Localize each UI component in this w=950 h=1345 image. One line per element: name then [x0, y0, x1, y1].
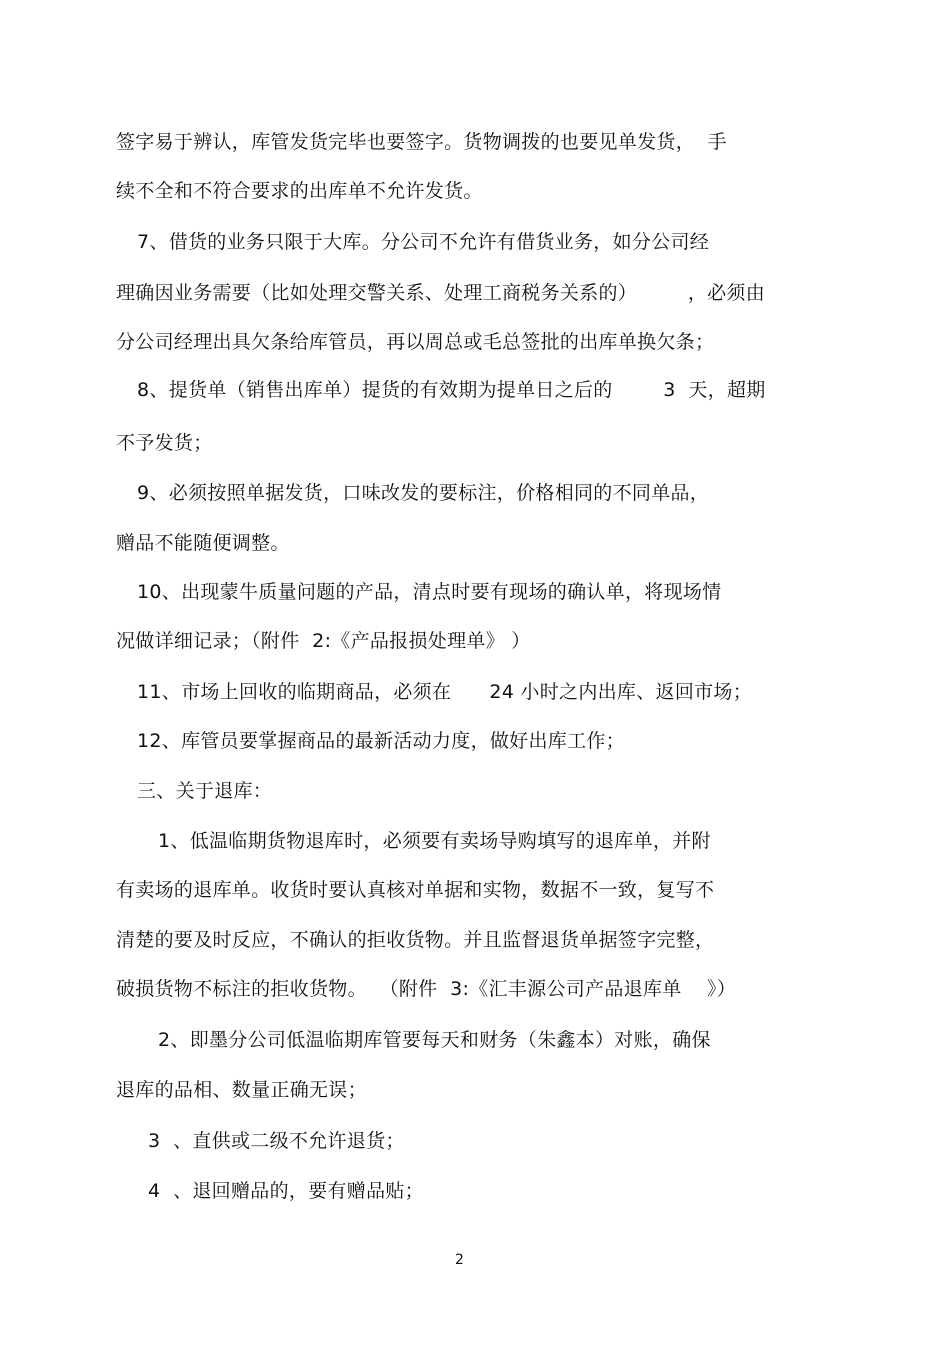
text-line-18: 破损货物不标注的拒收货物。 （附件 3:《汇丰源公司产品退库单 》） — [116, 978, 737, 1000]
text-line-5: 分公司经理出具欠条给库管员，再以周总或毛总签批的出库单换欠条； — [116, 331, 715, 353]
text-line-2: 续不全和不符合要求的出库单不允许发货。 — [116, 180, 483, 202]
text-line-17: 清楚的要及时反应，不确认的拒收货物。并且监督退货单据签字完整， — [116, 929, 715, 951]
text-line-22: 4 、退回赠品的，要有赠品贴； — [148, 1180, 424, 1202]
text-line-13: 12、库管员要掌握商品的最新活动力度，做好出库工作； — [137, 730, 625, 752]
text-line-6: 8、提货单（销售出库单）提货的有效期为提单日之后的 3 天，超期 — [137, 379, 766, 401]
text-line-19: 2、即墨分公司低温临期库管要每天和财务（朱鑫本）对账，确保 — [158, 1029, 711, 1051]
text-line-12: 11、市场上回收的临期商品，必须在 24 小时之内出库、返回市场； — [137, 681, 753, 703]
text-line-16: 有卖场的退库单。收货时要认真核对单据和实物，数据不一致，复写不 — [116, 879, 715, 901]
text-line-1: 签字易于辨认，库管发货完毕也要签字。货物调拨的也要见单发货， 手 — [116, 131, 727, 153]
text-line-11: 况做详细记录；（附件 2:《产品报损处理单》 ） — [116, 630, 531, 652]
text-line-21: 3 、直供或二级不允许退货； — [148, 1130, 405, 1152]
text-line-3: 7、借货的业务只限于大库。分公司不允许有借货业务，如分公司经 — [137, 231, 710, 253]
text-line-7: 不予发货； — [116, 432, 213, 454]
text-line-9: 赠品不能随便调整。 — [116, 532, 290, 554]
text-line-4: 理确因业务需要（比如处理交警关系、处理工商税务关系的） ，必须由 — [116, 282, 766, 304]
text-line-15: 1、低温临期货物退库时，必须要有卖场导购填写的退库单，并附 — [158, 830, 711, 852]
text-line-10: 10、出现蒙牛质量问题的产品，清点时要有现场的确认单，将现场情 — [137, 581, 722, 603]
text-line-8: 9、必须按照单据发货，口味改发的要标注，价格相同的不同单品， — [137, 482, 710, 504]
section-heading: 三、关于退库： — [137, 780, 273, 802]
text-line-20: 退库的品相、数量正确无误； — [116, 1079, 367, 1101]
page-number: 2 — [455, 1252, 464, 1268]
